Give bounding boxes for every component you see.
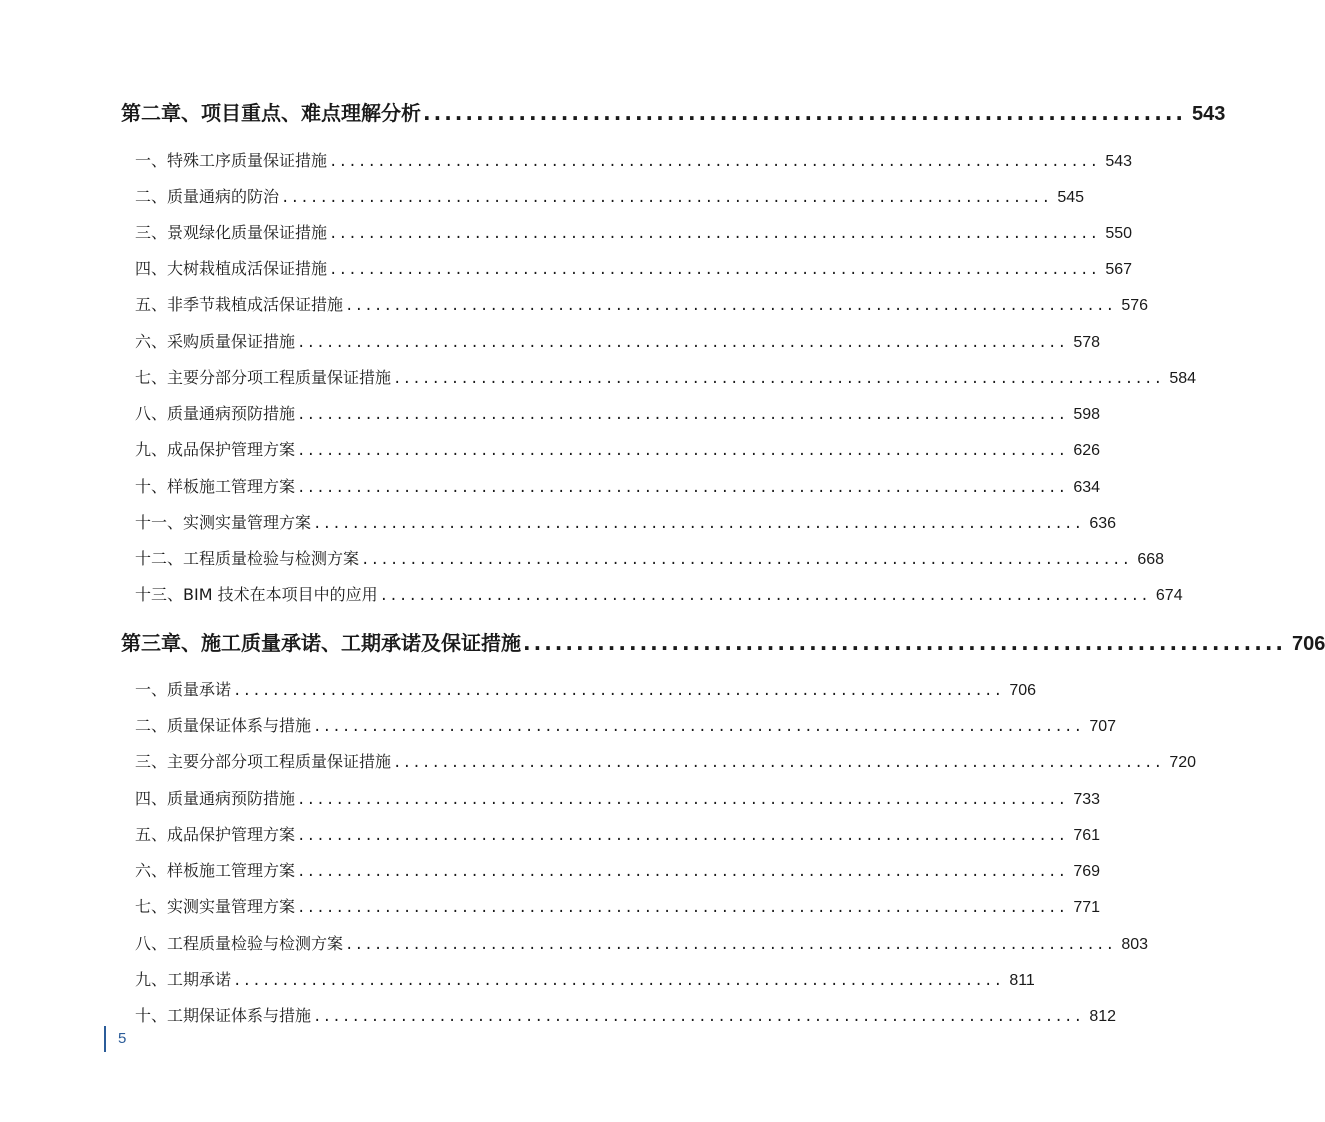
toc-chapter-title: 第三章、施工质量承诺、工期承诺及保证措施 — [121, 631, 521, 655]
toc-chapter-title: 第二章、项目重点、难点理解分析 — [121, 101, 421, 125]
toc-item[interactable] — [135, 148, 1133, 171]
toc-page-number: 668 — [1137, 551, 1165, 568]
dot-leader: ................................................................................ — [345, 298, 1116, 314]
toc-item-title: 一、质量承诺 — [135, 680, 232, 699]
toc-item-title: 十二、工程质量检验与检测方案 — [135, 549, 360, 568]
toc-page-number: 733 — [1073, 791, 1101, 808]
toc-page-number: 543 — [1105, 153, 1133, 170]
dot-leader: ................................................................................ — [233, 973, 1004, 989]
toc-page-number: 584 — [1169, 370, 1197, 387]
toc-page-number: 706 — [1009, 682, 1037, 699]
toc-page-number: 598 — [1073, 406, 1101, 423]
toc-item[interactable] — [135, 858, 1101, 881]
dot-leader: ................................................................................ — [313, 1009, 1084, 1025]
toc-item-title: 七、主要分部分项工程质量保证措施 — [135, 368, 392, 387]
toc-page-number: 634 — [1073, 479, 1101, 496]
dot-leader: ................................................................................ — [297, 443, 1068, 459]
toc-item-title: 六、采购质量保证措施 — [135, 332, 296, 351]
toc-page-number: 636 — [1089, 515, 1117, 532]
toc-page-number: 803 — [1121, 936, 1149, 953]
dot-leader: ................................................................................ — [297, 828, 1068, 844]
dot-leader: ................................................................................ — [297, 335, 1068, 351]
toc-item[interactable] — [135, 1003, 1117, 1026]
dot-leader: ................................................................................ — [297, 900, 1068, 916]
footer-page-number: 5 — [118, 1030, 127, 1047]
toc-item-title: 十、样板施工管理方案 — [135, 477, 296, 496]
dot-leader: ................................................................................ — [281, 190, 1052, 206]
toc-page-number: 812 — [1089, 1008, 1117, 1025]
toc-page-number: 576 — [1121, 297, 1149, 314]
dot-leader: ................................................................................ — [297, 864, 1068, 880]
toc-page-number: 811 — [1009, 972, 1035, 989]
dot-leader: ................................................................................ — [297, 792, 1068, 808]
toc-page-number: 626 — [1073, 442, 1101, 459]
dot-leader: ................................................................................ — [233, 683, 1004, 699]
toc-item-title: 十一、实测实量管理方案 — [135, 513, 312, 532]
dot-leader: ................................................................................ — [379, 588, 1150, 604]
dot-leader: ................................................................................ — [313, 516, 1084, 532]
toc-item[interactable] — [135, 292, 1149, 315]
toc-item[interactable] — [135, 401, 1101, 424]
toc-item-title: 二、质量通病的防治 — [135, 187, 280, 206]
dot-leader: ................................................................................ — [313, 719, 1084, 735]
toc-item[interactable] — [135, 677, 1037, 700]
toc-item[interactable] — [135, 474, 1101, 497]
toc-page-number: 761 — [1073, 827, 1101, 844]
dot-leader: ........................................................................ — [523, 631, 1287, 655]
toc-item-title: 八、工程质量检验与检测方案 — [135, 934, 344, 953]
toc-item-title: 五、成品保护管理方案 — [135, 825, 296, 844]
toc-page-number: 771 — [1073, 899, 1101, 916]
toc-page-number: 550 — [1105, 225, 1133, 242]
toc-page-number: 578 — [1073, 334, 1101, 351]
dot-leader: ................................................................................ — [329, 262, 1100, 278]
toc-item-title: 四、大树栽植成活保证措施 — [135, 259, 328, 278]
toc-item[interactable] — [135, 510, 1117, 533]
dot-leader: ................................................................................ — [393, 755, 1164, 771]
toc-page-number: 543 — [1192, 103, 1226, 125]
toc-item[interactable] — [135, 786, 1101, 809]
dot-leader: ................................................................................ — [393, 371, 1164, 387]
toc-item[interactable] — [135, 967, 1035, 990]
toc-item-title: 一、特殊工序质量保证措施 — [135, 151, 328, 170]
toc-item[interactable] — [135, 546, 1165, 569]
toc-page-number: 545 — [1057, 189, 1085, 206]
toc-item[interactable] — [135, 220, 1133, 243]
toc-item-title: 九、工期承诺 — [135, 970, 232, 989]
toc-item-title: 四、质量通病预防措施 — [135, 789, 296, 808]
dot-leader: ................................................................................ — [297, 407, 1068, 423]
toc-item-title: 二、质量保证体系与措施 — [135, 716, 312, 735]
toc-item[interactable] — [135, 713, 1117, 736]
toc-chapter-3[interactable] — [121, 627, 1325, 656]
toc-item[interactable] — [135, 582, 1183, 605]
toc-item[interactable] — [135, 931, 1149, 954]
toc-item[interactable] — [135, 365, 1197, 388]
dot-leader: ................................................................................ — [329, 154, 1100, 170]
toc-page-number: 706 — [1292, 633, 1325, 655]
toc-item-title: 八、质量通病预防措施 — [135, 404, 296, 423]
toc-chapter-2[interactable] — [121, 97, 1226, 126]
dot-leader: ................................................................................ — [329, 226, 1100, 242]
toc-item-title: 九、成品保护管理方案 — [135, 440, 296, 459]
toc-item[interactable] — [135, 822, 1101, 845]
toc-item-title: 十、工期保证体系与措施 — [135, 1006, 312, 1025]
toc-item[interactable] — [135, 437, 1101, 460]
toc-item-title: 七、实测实量管理方案 — [135, 897, 296, 916]
toc-item[interactable] — [135, 184, 1085, 207]
dot-leader: ................................................................................ — [345, 937, 1116, 953]
toc-item[interactable] — [135, 749, 1197, 772]
dot-leader: ................................................................................ — [361, 552, 1132, 568]
toc-item-title: 六、样板施工管理方案 — [135, 861, 296, 880]
toc-item-title: 五、非季节栽植成活保证措施 — [135, 295, 344, 314]
toc-page-number: 674 — [1155, 587, 1183, 604]
toc-item-title: 十三、BIM 技术在本项目中的应用 — [135, 585, 378, 604]
toc-item[interactable] — [135, 256, 1133, 279]
footer-accent-bar — [104, 1026, 106, 1052]
toc-page-number: 769 — [1073, 863, 1101, 880]
toc-page-number: 567 — [1105, 261, 1133, 278]
dot-leader: ................................................................................ — [297, 480, 1068, 496]
toc-item-title: 三、主要分部分项工程质量保证措施 — [135, 752, 392, 771]
toc-page-number: 707 — [1089, 718, 1117, 735]
toc-page-number: 720 — [1169, 754, 1197, 771]
dot-leader: ........................................................................ — [423, 101, 1187, 125]
toc-item-title: 三、景观绿化质量保证措施 — [135, 223, 328, 242]
toc-item[interactable] — [135, 894, 1101, 917]
toc-item[interactable] — [135, 329, 1101, 352]
